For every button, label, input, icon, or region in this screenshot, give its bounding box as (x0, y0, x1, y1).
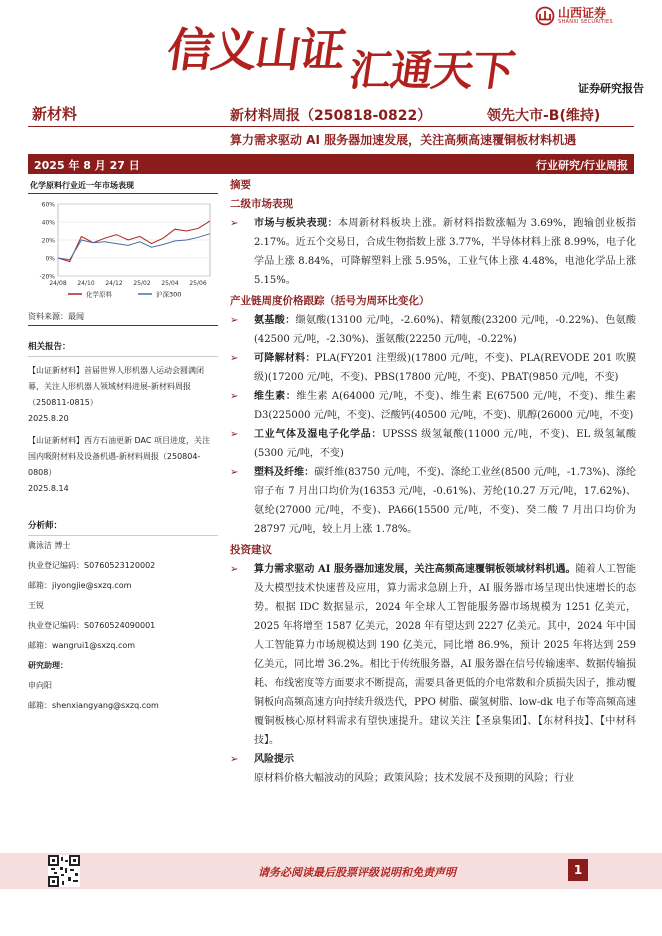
risk-bullet (230, 750, 636, 769)
market-section-title: 二级市场表现 (230, 198, 293, 210)
invest-lead: 算力需求驱动 AI 服务器加速发展，关注高频高速覆铜板领域材料机遇。 (254, 564, 576, 575)
qr-code-icon (48, 855, 80, 887)
risk-lead: 风险提示 (254, 754, 294, 765)
arrow-bullet-icon: ➢ (230, 315, 239, 326)
slogan-part-1: 信义山证 (163, 23, 348, 77)
chart-x-tick-label: 24/12 (105, 280, 123, 287)
invest-section-title: 投资建议 (230, 544, 272, 556)
market-bullet (230, 214, 636, 290)
left-sidebar (28, 178, 218, 716)
arrow-bullet-icon: ➢ (230, 564, 239, 575)
price-text: UPSSS 级氢氟酸(11000 元/吨，不变)、EL 级氢氟酸(5300 元/吨，不变) (254, 429, 636, 459)
page-number: 1 (568, 859, 588, 881)
market-text: 本周新材料板块上涨。新材料指数涨幅为 3.69%，跑输创业板指 2.17%。近五个交易日，合成生物指数上涨 3.77%，半导体材料上涨 8.99%，电子化学品上涨 8.84%，可降解塑料上涨 5.95%，工业气体上涨 4.48%，电池化学品上涨 5.15%。 (254, 218, 636, 286)
industry-rating: 领先大市-B(维持) (487, 108, 601, 124)
chart-x-tick-label: 25/06 (189, 280, 207, 287)
company-logo (535, 6, 613, 26)
chart-x-tick-label: 25/02 (133, 280, 151, 287)
chart-y-tick-label: 20% (41, 237, 55, 245)
summary-title: 摘要 (230, 179, 251, 191)
report-title: 新材料周报（250818-0822） (230, 108, 432, 124)
price-lead: 氨基酸： (254, 315, 296, 326)
price-lead: 维生素： (254, 391, 297, 402)
assistant-email[interactable]: 邮箱：shenxiangyang@sxzq.com (28, 701, 159, 710)
chart-legend-label: 沪深300 (156, 290, 182, 299)
arrow-bullet-icon: ➢ (230, 353, 239, 364)
chart-x-tick-label: 24/10 (77, 280, 95, 287)
chart-x-ticks (49, 280, 206, 287)
arrow-bullet-icon: ➢ (230, 391, 239, 402)
related-report-1[interactable]: 【山证新材料】首届世界人形机器人运动会圆满闭幕，关注人形机器人领域材料进展-新材料周报（250811-0815） (28, 366, 204, 407)
logo-emblem-icon (535, 6, 555, 26)
chart-legend (68, 290, 181, 299)
price-lead: 工业气体及湿电子化学品： (254, 429, 383, 440)
header-divider (28, 126, 634, 127)
price-lead: 可降解材料： (254, 353, 316, 364)
arrow-bullet-icon: ➢ (230, 218, 239, 229)
related-report-1-date: 2025.8.20 (28, 414, 69, 423)
price-text: 维生素 A(64000 元/吨，不变)、维生素 E(67500 元/吨，不变)、维生素 D3(225000 元/吨，不变)、泛酸钙(40500 元/吨，不变)、肌醇(26000 元/吨，不变) (254, 391, 637, 421)
price-bullet-vitamins (230, 387, 636, 425)
price-bullet-plastics (230, 463, 636, 539)
sector-name: 新材料 (32, 105, 78, 123)
analyst-2-name: 王锐 (28, 601, 44, 610)
analyst-1-name: 冀泳洁 博士 (28, 541, 71, 550)
chart-title: 化学原料行业近一年市场表现 (28, 178, 218, 194)
related-report-2-date: 2025.8.14 (28, 484, 69, 493)
risk-text: 原材料价格大幅波动的风险；政策风险；技术发展不及预期的风险；行业 (254, 773, 574, 784)
market-lead: 市场与板块表现： (254, 218, 339, 229)
analysts-title: 分析师： (28, 519, 218, 536)
main-content (230, 176, 636, 788)
analyst-2-reg: 执业登记编码：S0760524090001 (28, 621, 156, 630)
chart-y-tick-label: -20% (39, 273, 55, 281)
arrow-bullet-icon: ➢ (230, 429, 239, 440)
price-bullet-amino-acids (230, 311, 636, 349)
invest-bullet (230, 560, 636, 750)
price-text: PLA(FY201 注塑级)(17800 元/吨，不变)、PLA(REVODE 201 吹膜级)(17200 元/吨，不变)、PBS(17800 元/吨，不变)、PBAT(9850 元/吨，不变) (254, 353, 636, 383)
market-performance-chart (28, 198, 218, 306)
analyst-2-email[interactable]: 邮箱：wangrui1@sxzq.com (28, 641, 136, 650)
report-type: 证券研究报告 (578, 82, 644, 95)
logo-english-name: SHANXI SECURITIES (558, 19, 613, 25)
price-bullet-gases (230, 425, 636, 463)
analyst-1-email[interactable]: 邮箱：jiyongjie@sxzq.com (28, 581, 132, 590)
date-bar (28, 154, 634, 174)
price-lead: 塑料及纤维： (254, 467, 315, 478)
footer-disclaimer[interactable]: 请务必阅读最后股票评级说明和免责声明 (258, 866, 456, 879)
chart-y-tick-label: 60% (41, 201, 55, 209)
price-text: 碳纤维(83750 元/吨，不变)、涤纶工业丝(8500 元/吨，-1.73%)、涤纶帘子布 7 月出口均价为(16353 元/吨，-0.61%)、芳纶(10.27 万元/吨，17.62%)、氨纶(27000 元/吨，不变)、PA66(15500 元/吨，不变)、癸二酸 7 月出口均价为 28797 元/吨，较上月上涨 1.78%。 (254, 467, 637, 535)
price-text: 缬氨酸(13100 元/吨，-2.60%)、精氨酸(23200 元/吨，-0.22%)、色氨酸(42500 元/吨，-2.30%)、蛋氨酸(22250 元/吨，-0.22%) (254, 315, 637, 345)
report-headline: 算力需求驱动 AI 服务器加速发展，关注高频高速覆铜板材料机遇 (230, 133, 577, 147)
invest-text: 随着人工智能及大模型技术快速普及应用，算力需求急剧上升，AI 服务器市场呈现出快速增长的态势。根据 IDC 数据显示，2024 年全球人工智能服务器市场规模为 1251 亿美元，2025 年将增至 1587 亿美元，2028 年有望达到 2227 亿美元。其中，2024 年中国人工智能算力市场规模达到 190 亿美元，同比增 86.9%，预计 2025 年将达到 259 亿美元，同比增 36.2%。相比于传统服务器，AI 服务器在信号传输速率、数据传输损耗、布线密度等方面要求不断提高，需要具备更低的介电常数和介质损失因子，推动覆铜板向高频高速方向持续升级迭代，PPO 树脂、碳氢树脂、low-dk 电子布等高频高速覆铜板核心原材料需求有望快速提升。建议关注【圣泉集团】、【东材科技】、【中材科技】。 (254, 564, 637, 746)
chart-x-tick-label: 25/04 (161, 280, 179, 287)
assistant-title: 研究助理： (28, 661, 68, 670)
price-bullet-degradable (230, 349, 636, 387)
price-section-title: 产业链周度价格跟踪（括号为周环比变化） (230, 295, 430, 307)
analyst-1-reg: 执业登记编码：S0760523120002 (28, 561, 156, 570)
related-reports-title: 相关报告： (28, 340, 218, 357)
chart-y-ticks (39, 202, 55, 281)
chart-x-tick-label: 24/08 (49, 280, 67, 287)
related-report-2[interactable]: 【山证新材料】西方石油更新 DAC 项目进度，关注国内吸附材料及设备机遇-新材料周报（250804-0808） (28, 436, 211, 477)
logo-name: 山西证券 (558, 6, 607, 20)
slogan-part-2: 汇通天下 (346, 46, 518, 95)
chart-source: 资料来源：最闻 (28, 308, 218, 326)
chart-legend-label: 化学原料 (86, 290, 112, 299)
banner (0, 0, 662, 100)
report-category: 行业研究/行业周报 (535, 159, 628, 172)
assistant-name: 申向阳 (28, 681, 52, 690)
report-date: 2025 年 8 月 27 日 (34, 159, 140, 172)
chart-y-tick-label: 40% (41, 219, 55, 227)
arrow-bullet-icon: ➢ (230, 754, 239, 765)
arrow-bullet-icon: ➢ (230, 467, 239, 478)
chart-y-tick-label: 0% (45, 255, 55, 263)
chart-series (58, 221, 210, 262)
